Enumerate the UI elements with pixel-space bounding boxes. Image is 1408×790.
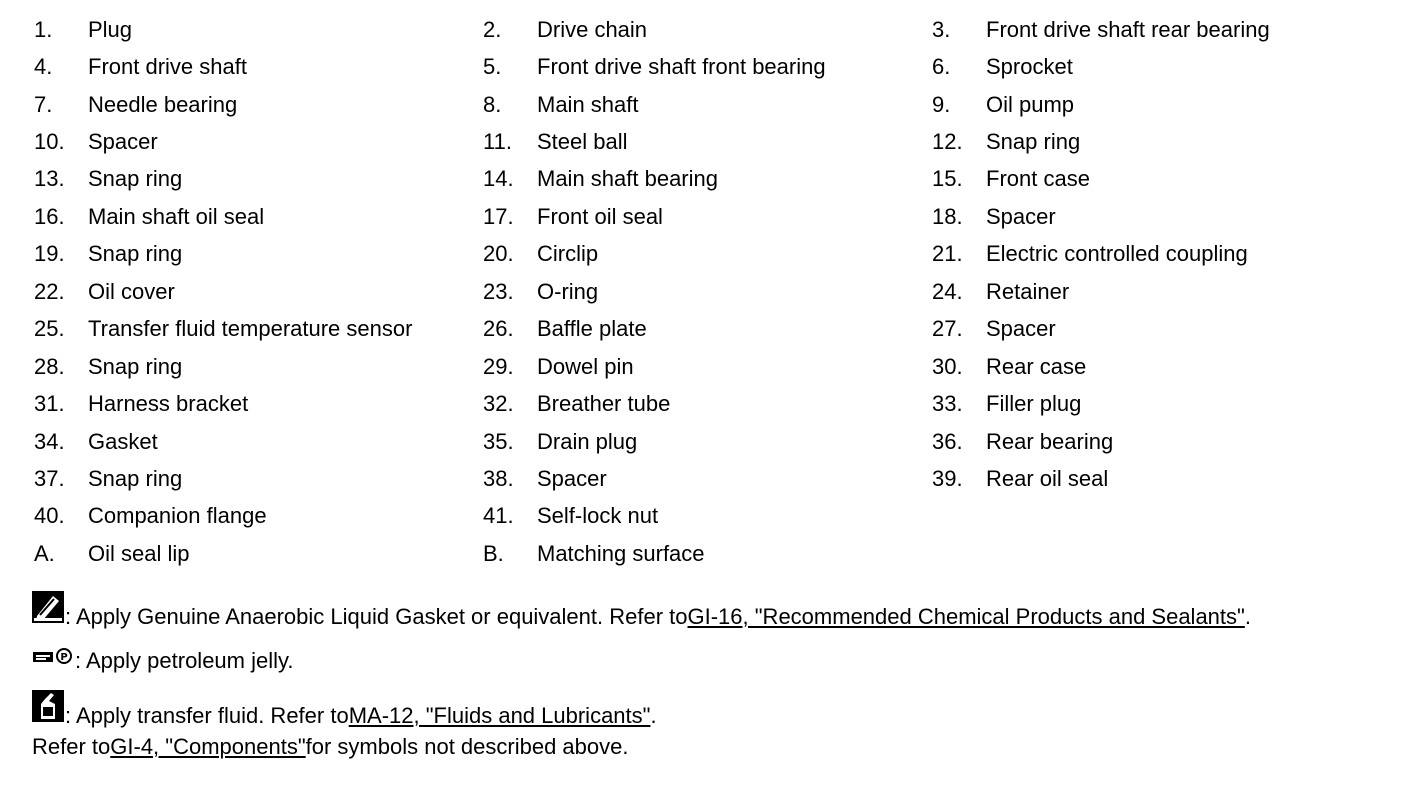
legend-item-label: Rear case bbox=[986, 353, 1087, 379]
legend-item-label: Retainer bbox=[986, 278, 1070, 304]
legend-item-label: Electric controlled coupling bbox=[986, 241, 1248, 267]
legend-item-number: 20. bbox=[483, 241, 514, 267]
legend-item-number: 10. bbox=[34, 129, 65, 155]
link-gi-16[interactable]: GI-16, "Recommended Chemical Products and Sealants" bbox=[687, 604, 1245, 629]
legend-item-label: Oil cover bbox=[88, 278, 175, 304]
legend-item bbox=[483, 535, 932, 572]
legend-item-number: 38. bbox=[483, 465, 514, 491]
legend-item-number: 14. bbox=[483, 166, 514, 192]
legend-item bbox=[483, 236, 932, 273]
legend-item-label: O-ring bbox=[537, 278, 599, 304]
legend-item-number: 16. bbox=[34, 203, 65, 229]
legend-item-label: Oil seal lip bbox=[88, 540, 190, 566]
legend-item bbox=[932, 11, 1352, 48]
legend-item-label: Drain plug bbox=[537, 428, 638, 454]
legend-item-label: Rear bearing bbox=[986, 428, 1114, 454]
legend-item-label: Front drive shaft rear bearing bbox=[986, 16, 1270, 42]
legend-item-label: Self-lock nut bbox=[537, 503, 659, 529]
legend-item bbox=[483, 273, 932, 310]
legend-item-number: 30. bbox=[932, 353, 963, 379]
legend-item-number: B. bbox=[483, 540, 504, 566]
legend-item bbox=[483, 86, 932, 123]
legend-item-number: 1. bbox=[34, 16, 53, 42]
legend-item-label: Spacer bbox=[986, 203, 1056, 229]
legend-item bbox=[483, 498, 932, 535]
legend-item-label: Spacer bbox=[88, 129, 158, 155]
legend-item-number: 18. bbox=[932, 203, 963, 229]
parts-legend bbox=[34, 11, 1352, 573]
note-symbols-ref bbox=[32, 734, 628, 760]
legend-item-label: Needle bearing bbox=[88, 91, 238, 117]
legend-item-number: 27. bbox=[932, 316, 963, 342]
legend-item-label: Main shaft oil seal bbox=[88, 203, 265, 229]
legend-item bbox=[34, 385, 483, 422]
legend-item-number: 22. bbox=[34, 278, 65, 304]
legend-item bbox=[483, 48, 932, 85]
legend-item bbox=[34, 460, 483, 497]
legend-item-number: 36. bbox=[932, 428, 963, 454]
legend-item-label: Companion flange bbox=[88, 503, 267, 529]
legend-item-label: Spacer bbox=[986, 316, 1056, 342]
legend-item-number: 12. bbox=[932, 129, 963, 155]
note-fluid-text: : Apply transfer fluid. Refer to bbox=[65, 703, 349, 728]
legend-item-label: Front drive shaft bbox=[88, 54, 247, 80]
legend-item bbox=[932, 86, 1352, 123]
note-symbols-after: for symbols not described above. bbox=[305, 734, 629, 759]
legend-item-number: 40. bbox=[34, 503, 65, 529]
note-liquid-gasket bbox=[31, 590, 1251, 630]
legend-item-label: Rear oil seal bbox=[986, 465, 1109, 491]
legend-item bbox=[34, 348, 483, 385]
legend-item-label: Harness bracket bbox=[88, 391, 249, 417]
legend-item-number: 28. bbox=[34, 353, 65, 379]
legend-item-label: Snap ring bbox=[88, 465, 183, 491]
legend-item-label: Spacer bbox=[537, 465, 607, 491]
legend-item-number: 23. bbox=[483, 278, 514, 304]
legend-item bbox=[932, 123, 1352, 160]
legend-item bbox=[34, 48, 483, 85]
legend-item-label: Plug bbox=[88, 16, 133, 42]
legend-item-number: 11. bbox=[483, 129, 512, 155]
legend-item bbox=[34, 498, 483, 535]
legend-item-number: 2. bbox=[483, 16, 502, 42]
legend-item-number: 34. bbox=[34, 428, 65, 454]
legend-item-label: Snap ring bbox=[88, 166, 183, 192]
petroleum-jelly-icon bbox=[31, 646, 75, 674]
legend-item-label: Breather tube bbox=[537, 391, 671, 417]
legend-item-number: 4. bbox=[34, 54, 53, 80]
legend-item-label: Dowel pin bbox=[537, 353, 634, 379]
legend-item-number: A. bbox=[34, 540, 55, 566]
svg-text:P: P bbox=[60, 652, 68, 663]
legend-item-number: 35. bbox=[483, 428, 514, 454]
legend-item-label: Circlip bbox=[537, 241, 599, 267]
legend-item-label: Front case bbox=[986, 166, 1090, 192]
legend-item bbox=[483, 11, 932, 48]
legend-item-number: 39. bbox=[932, 465, 963, 491]
legend-item-number: 19. bbox=[34, 241, 65, 267]
legend-item-number: 15. bbox=[932, 166, 963, 192]
legend-item-label: Baffle plate bbox=[537, 316, 647, 342]
liquid-gasket-icon bbox=[31, 590, 65, 630]
legend-item bbox=[932, 198, 1352, 235]
legend-item bbox=[34, 423, 483, 460]
transfer-fluid-icon bbox=[31, 689, 65, 729]
legend-item bbox=[932, 460, 1352, 497]
legend-item bbox=[932, 348, 1352, 385]
legend-item-label: Sprocket bbox=[986, 54, 1073, 80]
legend-item-number: 9. bbox=[932, 91, 951, 117]
legend-item bbox=[932, 311, 1352, 348]
legend-item-number: 25. bbox=[34, 316, 65, 342]
legend-item-label: Main shaft bearing bbox=[537, 166, 718, 192]
legend-item-number: 26. bbox=[483, 316, 514, 342]
legend-item-number: 8. bbox=[483, 91, 502, 117]
legend-item bbox=[932, 161, 1352, 198]
note-symbols-before: Refer to bbox=[32, 734, 111, 759]
note-gasket-end: . bbox=[1244, 604, 1251, 629]
legend-item bbox=[483, 385, 932, 422]
note-petroleum-jelly bbox=[31, 646, 293, 674]
legend-item bbox=[483, 161, 932, 198]
legend-item-number: 32. bbox=[483, 391, 514, 417]
legend-item-label: Snap ring bbox=[88, 353, 183, 379]
legend-item-label: Steel ball bbox=[537, 129, 628, 155]
legend-item-label: Snap ring bbox=[986, 129, 1081, 155]
legend-item bbox=[34, 11, 483, 48]
legend-item-label: Transfer fluid temperature sensor bbox=[88, 316, 413, 342]
note-jelly-text: : Apply petroleum jelly. bbox=[75, 648, 294, 673]
legend-item bbox=[932, 423, 1352, 460]
legend-item bbox=[483, 311, 932, 348]
note-gasket-text: : Apply Genuine Anaerobic Liquid Gasket or equivalent. Refer to bbox=[65, 604, 688, 629]
legend-item bbox=[483, 423, 932, 460]
legend-item bbox=[34, 236, 483, 273]
legend-item-number: 21. bbox=[932, 241, 963, 267]
note-transfer-fluid bbox=[31, 689, 657, 729]
legend-item bbox=[34, 123, 483, 160]
legend-item-label: Front oil seal bbox=[537, 203, 663, 229]
legend-item-label: Drive chain bbox=[537, 16, 648, 42]
legend-item bbox=[932, 385, 1352, 422]
legend-item-number: 31. bbox=[34, 391, 65, 417]
legend-item bbox=[34, 86, 483, 123]
note-fluid-end: . bbox=[650, 703, 657, 728]
legend-item-label: Matching surface bbox=[537, 540, 705, 566]
legend-item-number: 7. bbox=[34, 91, 53, 117]
legend-item-number: 17. bbox=[483, 203, 514, 229]
legend-item-label: Front drive shaft front bearing bbox=[537, 54, 826, 80]
legend-item bbox=[483, 348, 932, 385]
legend-item bbox=[34, 161, 483, 198]
legend-item-label: Main shaft bbox=[537, 91, 639, 117]
legend-item bbox=[932, 48, 1352, 85]
legend-item-label: Oil pump bbox=[986, 91, 1075, 117]
legend-item-number: 5. bbox=[483, 54, 502, 80]
legend-item bbox=[34, 273, 483, 310]
legend-item bbox=[483, 198, 932, 235]
legend-item-number: 3. bbox=[932, 16, 951, 42]
link-ma-12[interactable]: MA-12, "Fluids and Lubricants" bbox=[348, 703, 651, 728]
legend-item-label: Filler plug bbox=[986, 391, 1082, 417]
legend-item bbox=[932, 236, 1352, 273]
legend-item bbox=[483, 123, 932, 160]
legend-item-number: 41. bbox=[483, 503, 514, 529]
legend-item-number: 29. bbox=[483, 353, 514, 379]
legend-item-number: 24. bbox=[932, 278, 963, 304]
legend-item bbox=[483, 460, 932, 497]
link-gi-4[interactable]: GI-4, "Components" bbox=[110, 734, 306, 759]
legend-item bbox=[932, 498, 1352, 535]
legend-item-number: 6. bbox=[932, 54, 951, 80]
legend-item-label: Snap ring bbox=[88, 241, 183, 267]
legend-item-label: Gasket bbox=[88, 428, 158, 454]
legend-item bbox=[932, 273, 1352, 310]
legend-item bbox=[34, 198, 483, 235]
legend-item-number: 33. bbox=[932, 391, 963, 417]
legend-item-number: 37. bbox=[34, 465, 65, 491]
legend-item bbox=[34, 311, 483, 348]
legend-item bbox=[34, 535, 483, 572]
legend-item-number: 13. bbox=[34, 166, 65, 192]
